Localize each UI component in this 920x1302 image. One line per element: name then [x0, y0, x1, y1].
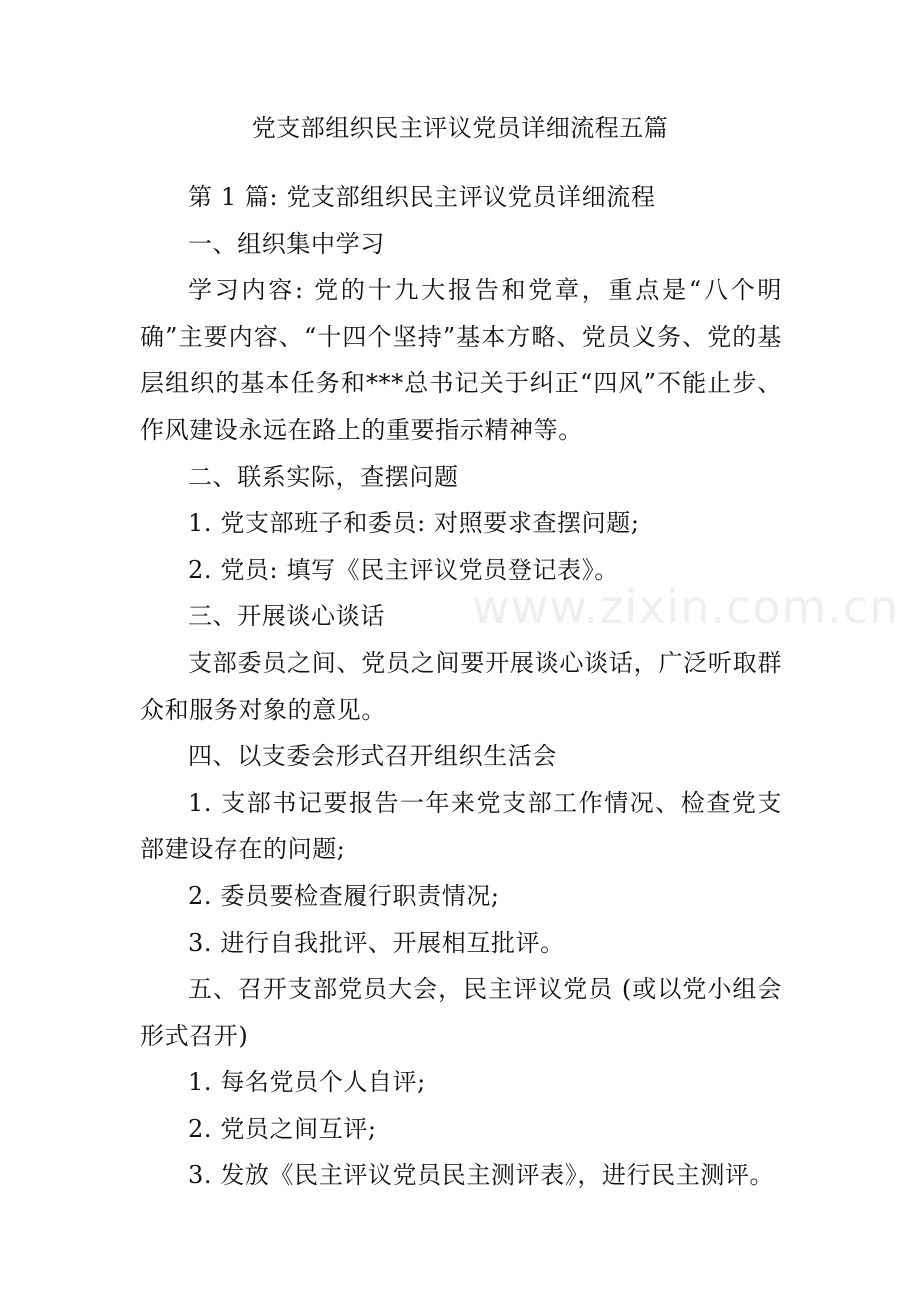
paragraph-study-content: 学习内容: 党的十九大报告和党章，重点是“八个明确”主要内容、“十四个坚持”基本方略、党员义务、党的基层组织的基本任务和***总书记关于纠正“四风”不能止步、作风建设永远在路上的重要指示精神等。 [140, 276, 782, 444]
paragraph-section-2-heading: 二、联系实际，查摆问题 [188, 462, 459, 491]
paragraph-section-3-heading: 三、开展谈心谈话 [188, 602, 385, 631]
paragraph-item-party-member: 2. 党员: 填写《民主评议党员登记表》。 [188, 555, 619, 584]
paragraph-item-criticism: 3. 进行自我批评、开展相互批评。 [188, 928, 565, 957]
paragraph-item-democratic-test: 3. 发放《民主评议党员民主测评表》，进行民主测评。 [188, 1161, 775, 1190]
paragraph-item-branch-committee: 1. 党支部班子和委员: 对照要求查摆问题; [188, 509, 640, 538]
paragraph-section-5-heading: 五、召开支部党员大会，民主评议党员 (或以党小组会形式召开) [140, 975, 782, 1050]
paragraph-section-4-heading: 四、以支委会形式召开组织生活会 [188, 742, 557, 771]
paragraph-heading-part-1: 第 1 篇: 党支部组织民主评议党员详细流程 [188, 183, 656, 211]
watermark-text: www.zixin.com.cn [472, 580, 900, 634]
paragraph-talks: 支部委员之间、党员之间要开展谈心谈话，广泛听取群众和服务对象的意见。 [140, 648, 782, 724]
paragraph-section-1-heading: 一、组织集中学习 [188, 229, 385, 258]
document-title: 党支部组织民主评议党员详细流程五篇 [251, 114, 669, 142]
paragraph-item-self-evaluation: 1. 每名党员个人自评; [188, 1068, 426, 1097]
paragraph-item-member-duties: 2. 委员要检查履行职责情况; [188, 881, 500, 910]
document-body [140, 174, 782, 1199]
paragraph-item-secretary-report: 1. 支部书记要报告一年来党支部工作情况、检查党支部建设存在的问题; [140, 788, 782, 864]
paragraph-item-mutual-evaluation: 2. 党员之间互评; [188, 1114, 377, 1143]
